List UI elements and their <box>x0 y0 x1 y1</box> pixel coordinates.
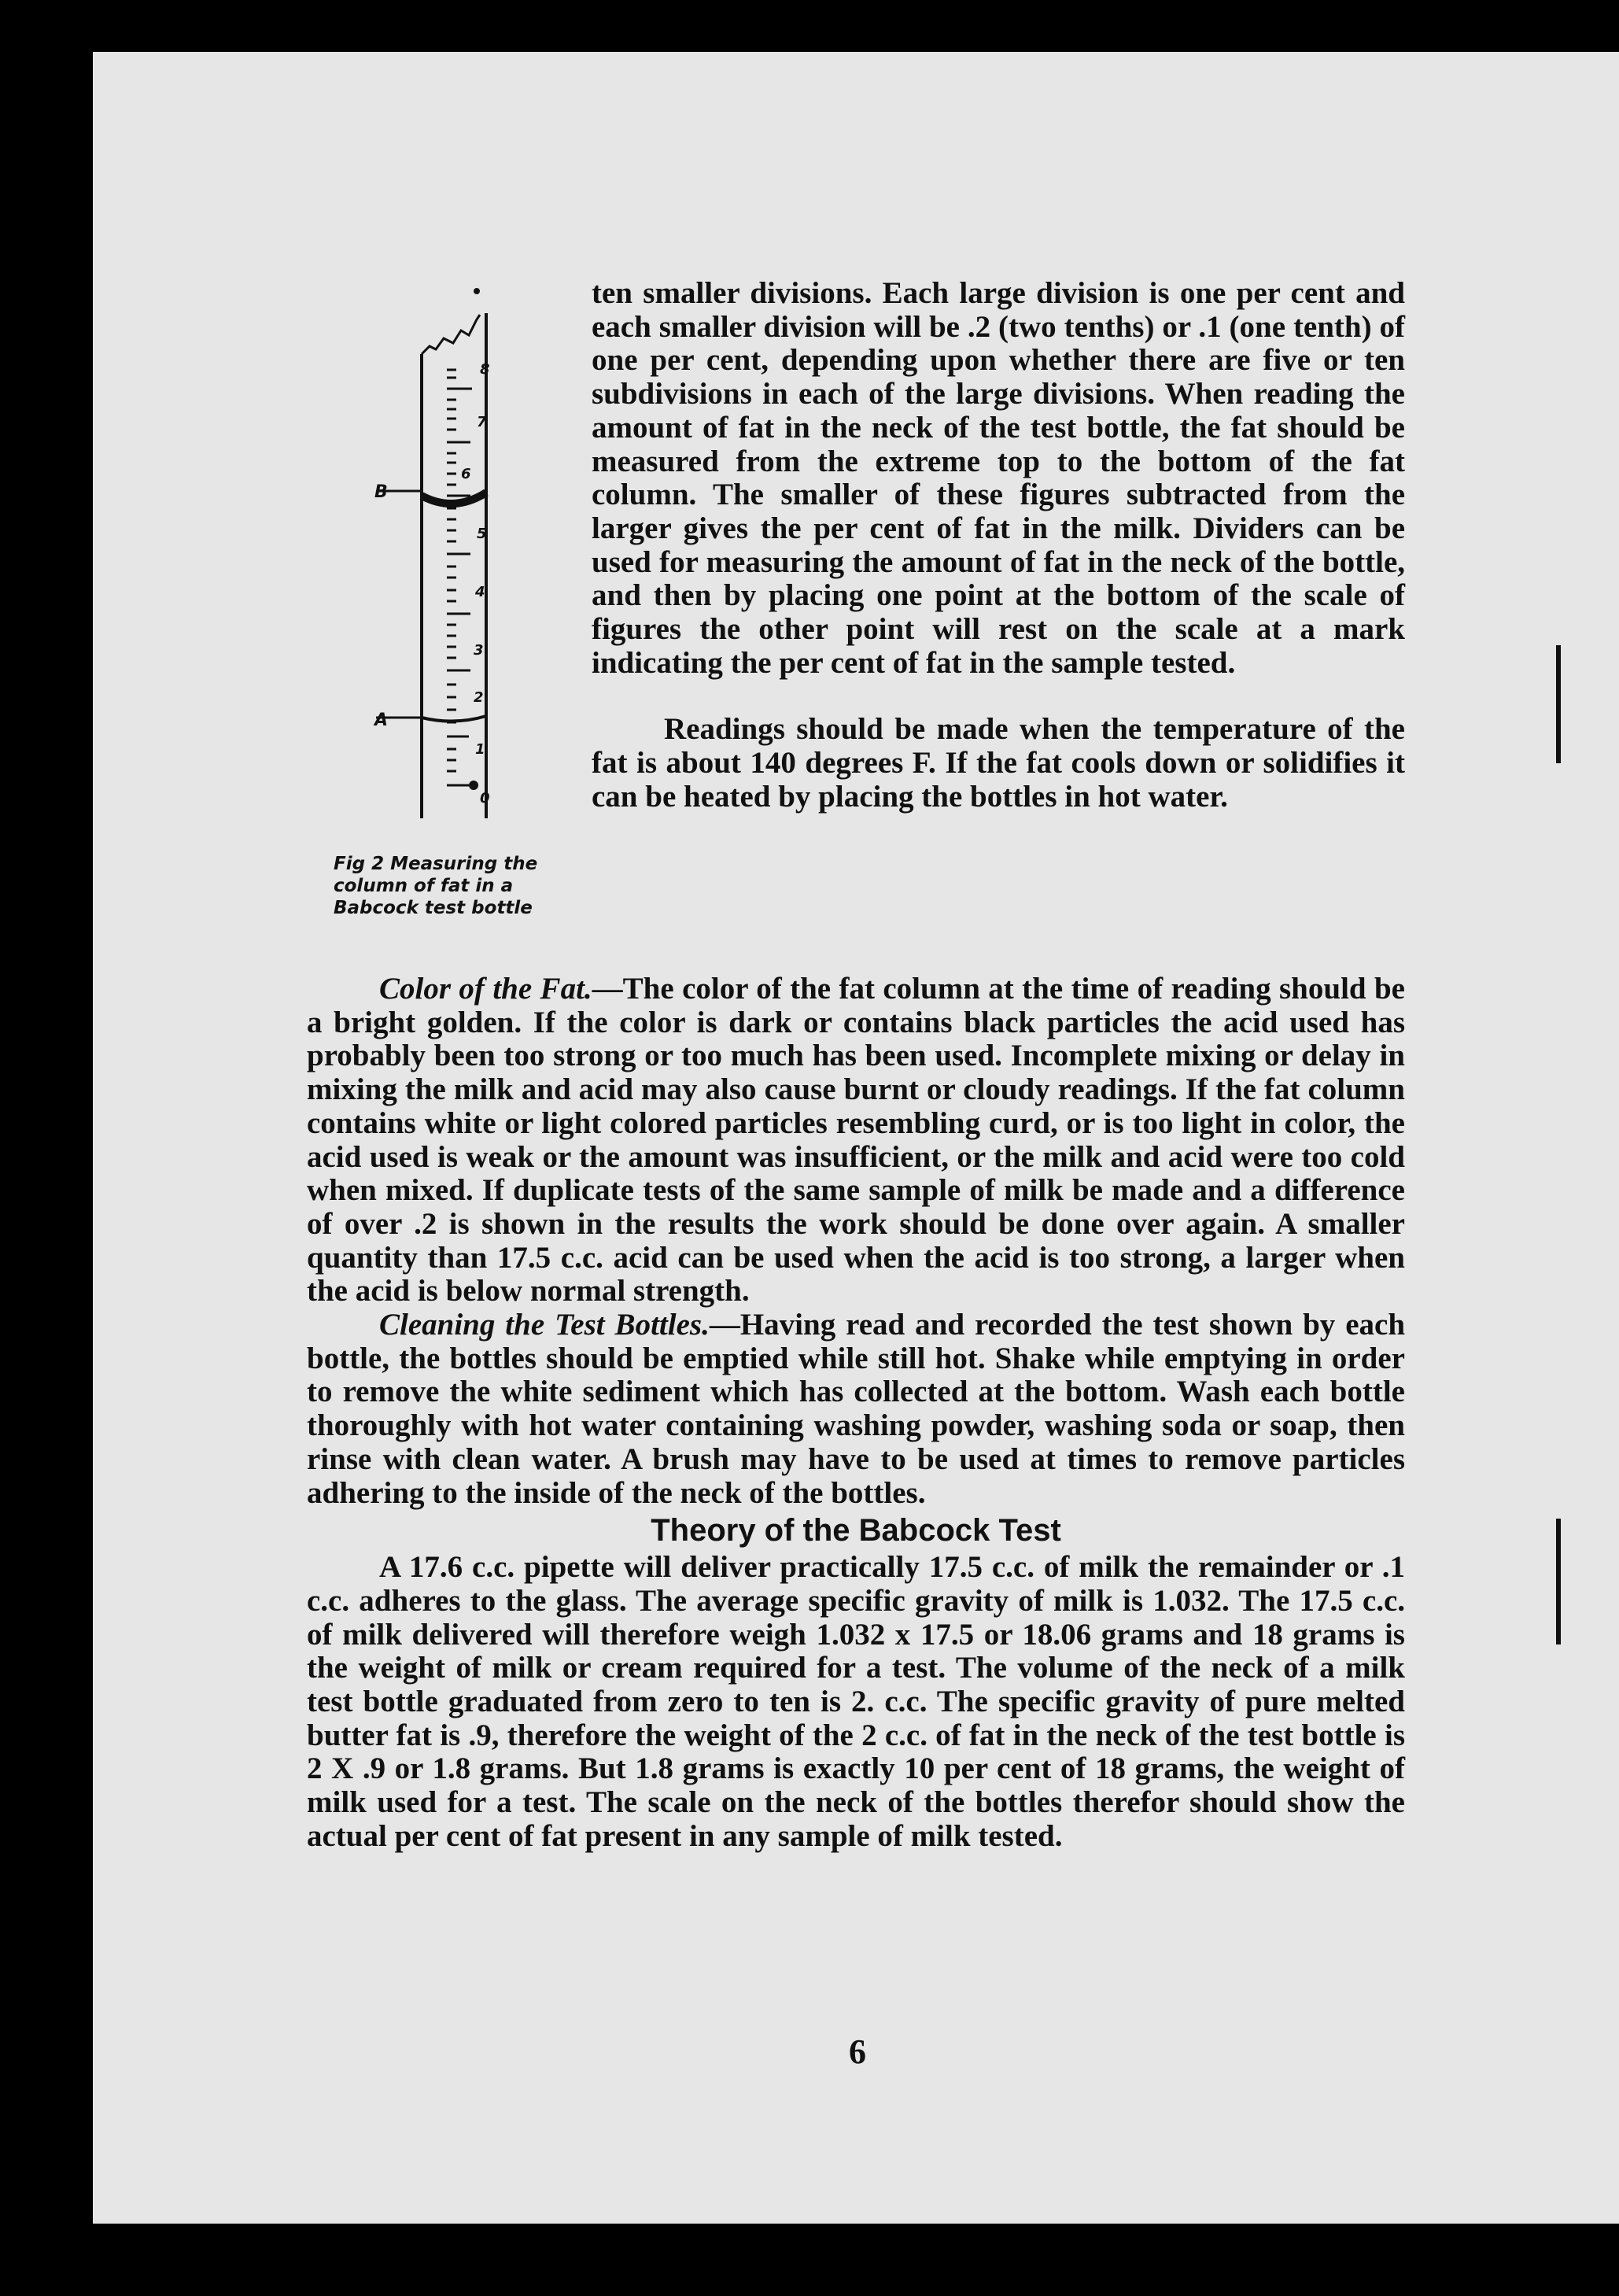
marker-a: A <box>374 711 389 730</box>
paragraph-reading-scale: ten smaller divisions. Each large division is one per cent and each smaller division will be .2 (two tenths) or .1 (one tenth) of one per cent, depending upon whether there are five or ten subdivisions in each of the large divisions. When reading the amount of fat in the neck of the test bottle, the fat should be measured from the extreme top to the bottom of the fat column. The smaller of these figures subtracted from the larger gives the per cent of fat in the milk. Dividers can be used for measuring the amount of fat in the neck of the bottle, and then by placing one point at the bottom of the scale of figures the other point will rest on the scale at a mark indicating the per cent of fat in the sample tested. <box>592 276 1405 680</box>
right-column <box>592 277 1405 814</box>
scale-label: 6 <box>461 466 471 482</box>
paragraph-temperature: Readings should be made when the temperature of the fat is about 140 degrees F. If the fat cools down or solidifies it can be heated by placing the bottles in hot water. <box>592 712 1405 814</box>
scale-label: 2 <box>474 689 484 706</box>
scan-mark <box>1556 645 1561 763</box>
marker-b: B <box>374 482 388 502</box>
body-text <box>307 973 1405 1854</box>
test-bottle-figure <box>267 220 574 921</box>
scale-label: 3 <box>474 642 484 659</box>
page-number: 6 <box>849 2032 866 2071</box>
paragraph-cleaning <box>307 1309 1405 1510</box>
scale-label: 5 <box>477 526 487 542</box>
scale-label: 4 <box>475 584 485 600</box>
paragraph-cleaning-text: —Having read and recorded the test shown by each bottle, the bottles should be emptied while still hot. Shake while emptying in order to remove the white sediment which has collected at the bottom. Wash each bottle thoroughly with hot water containing washing powder, washing soda or soap, then rinse with clean water. A brush may have to be used at times to remove particles adhering to the inside of the neck of the bottles. <box>307 1308 1406 1510</box>
scan-mark <box>1556 1519 1561 1644</box>
section-title-cleaning: Cleaning the Test Bottles. <box>379 1308 710 1342</box>
paragraph-color-of-fat <box>307 973 1405 1309</box>
scale-label: 1 <box>475 741 485 758</box>
scale-label: 8 <box>480 361 490 378</box>
scale-label: 0 <box>480 790 490 807</box>
test-bottle-diagram <box>267 220 574 921</box>
scale-label: 7 <box>477 414 487 430</box>
paragraph-color-text: —The color of the fat column at the time of reading should be a bright golden. If the color is dark or contains black particles the acid used has probably been too strong or too much has been used. Incomplete mixing or delay in mixing the milk and acid may also cause burnt or cloudy readings. If the fat column contains white or light colored particles resembling curd, or is too light in color, the acid used is weak or the amount was insufficient, or the milk and acid were too cold when mixed. If duplicate tests of the same sample of milk be made and a difference of over .2 is shown in the results the work should be done over again. A smaller quantity than 17.5 c.c. acid can be used when the acid is too strong, a larger when the acid is below normal strength. <box>307 972 1405 1309</box>
paragraph-theory: A 17.6 c.c. pipette will deliver practically 17.5 c.c. of milk the remainder or .1 c.c. adheres to the glass. The average specific gravity of milk is 1.032. The 17.5 c.c. of milk delivered will therefore weigh 1.032 x 17.5 or 18.06 grams and 18 grams is the weight of milk or cream required for a test. The volume of the neck of a milk test bottle graduated from zero to ten is 2. c.c. The specific gravity of pure melted butter fat is .9, therefore the weight of the 2 c.c. of fat in the neck of the test bottle is 2 X .9 or 1.8 grams. But 1.8 grams is exactly 10 per cent of 18 grams, the weight of milk used for a test. The scale on the neck of the bottles therefor should show the actual per cent of fat present in any sample of milk tested. <box>307 1550 1405 1853</box>
section-title-color: Color of the Fat. <box>379 972 592 1006</box>
figure-caption: Fig 2 Measuring the column of fat in a Babcock test bottle <box>334 854 538 918</box>
section-heading-theory: Theory of the Babcock Test <box>651 1513 1061 1549</box>
